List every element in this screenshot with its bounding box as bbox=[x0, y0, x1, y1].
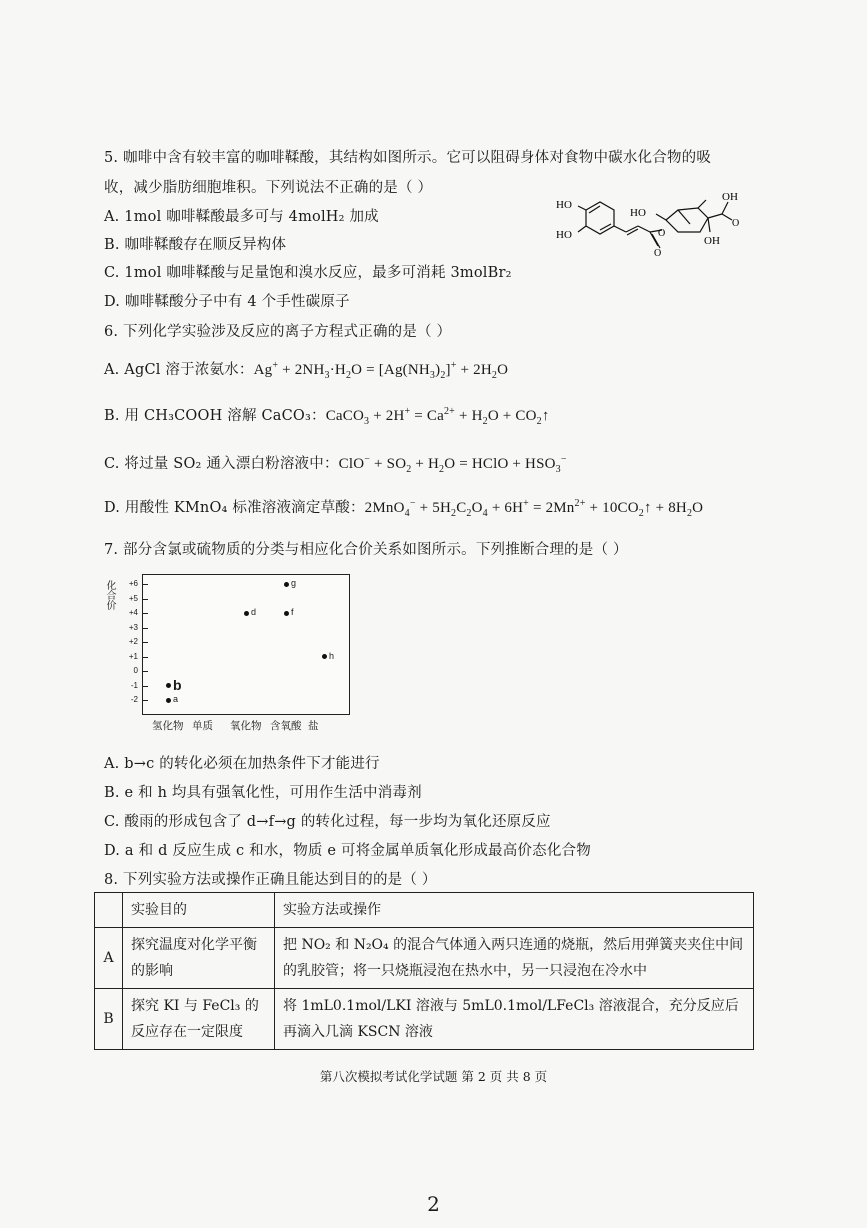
table-row bbox=[95, 928, 754, 989]
y-tick-label: +3 bbox=[128, 622, 138, 632]
data-point-d bbox=[244, 611, 249, 616]
x-category-label: 氢化物 bbox=[152, 720, 184, 732]
page-footer: 第八次模拟考试化学试题 第 2 页 共 8 页 bbox=[319, 1069, 548, 1084]
o-ring-label: O bbox=[658, 228, 666, 239]
ho-label-3: HO bbox=[630, 207, 646, 219]
q6-option-c bbox=[104, 452, 567, 475]
y-tick-label: +5 bbox=[128, 593, 138, 603]
q8-table bbox=[94, 892, 754, 1050]
ho-label-2: HO bbox=[556, 229, 572, 241]
y-tick-mark bbox=[143, 657, 148, 658]
data-point-label: f bbox=[291, 607, 294, 617]
q5-option-b: B. 咖啡鞣酸存在顺反异构体 bbox=[104, 237, 287, 253]
q5-option-a: A. 1mol 咖啡鞣酸最多可与 4molH₂ 加成 bbox=[104, 209, 379, 225]
o-carbonyl-label: O bbox=[654, 248, 662, 259]
q6-stem: 6. 下列化学实验涉及反应的离子方程式正确的是（ ） bbox=[104, 324, 452, 340]
q7-option-d: D. a 和 d 反应生成 c 和水，物质 e 可将金属单质氧化形成最高价态化合物 bbox=[104, 843, 591, 859]
y-tick-mark bbox=[143, 613, 148, 614]
chlorogenic-acid-structure bbox=[548, 186, 748, 276]
y-tick-label: +1 bbox=[128, 651, 138, 661]
table-row bbox=[95, 989, 754, 1050]
row-method: 将 1mL0.1mol/LKI 溶液与 5mL0.1mol/LFeCl₃ 溶液混合，充分反应后再滴入几滴 KSCN 溶液 bbox=[275, 989, 754, 1050]
row-method: 把 NO₂ 和 N₂O₄ 的混合气体通入两只连通的烧瓶，然后用弹簧夹夹住中间的乳胶管；将一只烧瓶浸泡在热水中，另一只浸泡在冷水中 bbox=[275, 928, 754, 989]
page-number: 2 bbox=[427, 1192, 440, 1216]
row-purpose: 探究温度对化学平衡的影响 bbox=[123, 928, 275, 989]
q5-option-c: C. 1mol 咖啡鞣酸与足量饱和溴水反应，最多可消耗 3molBr₂ bbox=[104, 265, 512, 281]
data-point-label: h bbox=[329, 650, 335, 661]
y-tick-mark bbox=[143, 628, 148, 629]
y-tick-label: -1 bbox=[130, 680, 138, 690]
table-header-cell: 实验方法或操作 bbox=[275, 893, 754, 928]
data-point-g bbox=[284, 582, 289, 587]
ho-label-1: HO bbox=[556, 199, 572, 211]
x-category-label: 盐 bbox=[308, 720, 319, 732]
chart-ylabel: 化合价 bbox=[104, 580, 115, 610]
y-tick-mark bbox=[143, 584, 148, 585]
q6-c-equation: $ClO^- + SO_2 + H_2O$ = HClO + $HSO_3^-$ bbox=[338, 454, 567, 475]
q6-a-equation: $Ag^+ + 2NH_3\cdot H_2O = [Ag(NH_3)_2]^+ + 2H_2O$ bbox=[253, 360, 509, 381]
data-point-f bbox=[284, 611, 289, 616]
q6-option-a bbox=[104, 358, 508, 381]
q5-option-d: D. 咖啡鞣酸分子中有 4 个手性碳原子 bbox=[104, 294, 350, 310]
oh-top-label: OH bbox=[722, 191, 738, 203]
x-category-label: 单质 bbox=[192, 720, 213, 732]
data-point-b bbox=[166, 683, 171, 688]
q6-d-prefix: D. 用酸性 KMnO₄ 标准溶液滴定草酸： bbox=[104, 500, 365, 516]
y-tick-mark bbox=[143, 642, 148, 643]
x-category-label: 含氧酸 bbox=[270, 720, 302, 732]
table-header-cell bbox=[95, 893, 123, 928]
y-tick-mark bbox=[143, 599, 148, 600]
q7-option-b: B. e 和 h 均具有强氧化性，可用作生活中消毒剂 bbox=[104, 785, 422, 801]
data-point-label: b bbox=[173, 676, 182, 693]
y-tick-label: 0 bbox=[133, 666, 138, 675]
data-point-label: a bbox=[173, 694, 179, 704]
data-point-h bbox=[322, 654, 327, 659]
data-point-a bbox=[166, 698, 171, 703]
y-tick-label: +2 bbox=[128, 637, 138, 646]
q5-stem-line1: 5. 咖啡中含有较丰富的咖啡鞣酸，其结构如图所示。它可以阻碍身体对食物中碳水化合物的吸 bbox=[104, 150, 712, 166]
q6-option-b bbox=[104, 404, 550, 427]
row-key: B bbox=[95, 989, 123, 1050]
q6-a-prefix: A. AgCl 溶于浓氨水： bbox=[104, 362, 254, 378]
q6-option-d bbox=[104, 496, 703, 519]
y-tick-mark bbox=[143, 700, 148, 701]
y-tick-label: +4 bbox=[128, 608, 138, 617]
q6-c-prefix: C. 将过量 SO₂ 通入漂白粉溶液中： bbox=[104, 456, 339, 472]
data-point-label: g bbox=[291, 578, 297, 588]
row-key: A bbox=[95, 928, 123, 989]
table-header-row bbox=[95, 893, 754, 928]
table-header-cell: 实验目的 bbox=[123, 893, 275, 928]
q7-stem: 7. 部分含氯或硫物质的分类与相应化合价关系如图所示。下列推断合理的是（ ） bbox=[104, 542, 628, 558]
y-tick-mark bbox=[143, 671, 148, 672]
o-acid-label: O bbox=[732, 218, 740, 229]
x-category-label: 氧化物 bbox=[230, 720, 262, 732]
row-purpose: 探究 KI 与 FeCl₃ 的反应存在一定限度 bbox=[123, 989, 275, 1050]
q5-stem-line2: 收，减少脂肪细胞堆积。下列说法不正确的是（ ） bbox=[104, 180, 433, 196]
oh-bottom-label: OH bbox=[704, 235, 720, 247]
q7-option-c: C. 酸雨的形成包含了 d→f→g 的转化过程，每一步均为氧化还原反应 bbox=[104, 814, 551, 830]
q6-b-prefix: B. 用 CH₃COOH 溶解 CaCO₃： bbox=[104, 408, 326, 424]
y-tick-label: +6 bbox=[128, 579, 138, 588]
q8-stem: 8. 下列实验方法或操作正确且能达到目的的是（ ） bbox=[104, 872, 437, 888]
q6-b-equation: CaCO$_3$ + $2H^+ = Ca^{2+} + H_2O$ + $CO_2↑$ bbox=[325, 406, 550, 427]
y-tick-label: -2 bbox=[130, 695, 138, 704]
y-tick-mark bbox=[143, 686, 148, 687]
data-point-label: d bbox=[251, 607, 257, 617]
q6-d-equation: $2MnO_4^- + 5H_2C_2O_4 + 6H^+ = 2Mn^{2+}$ + $10CO_2↑ + 8H_2O$ bbox=[364, 498, 704, 519]
q7-option-a: A. b→c 的转化必须在加热条件下才能进行 bbox=[104, 756, 380, 772]
